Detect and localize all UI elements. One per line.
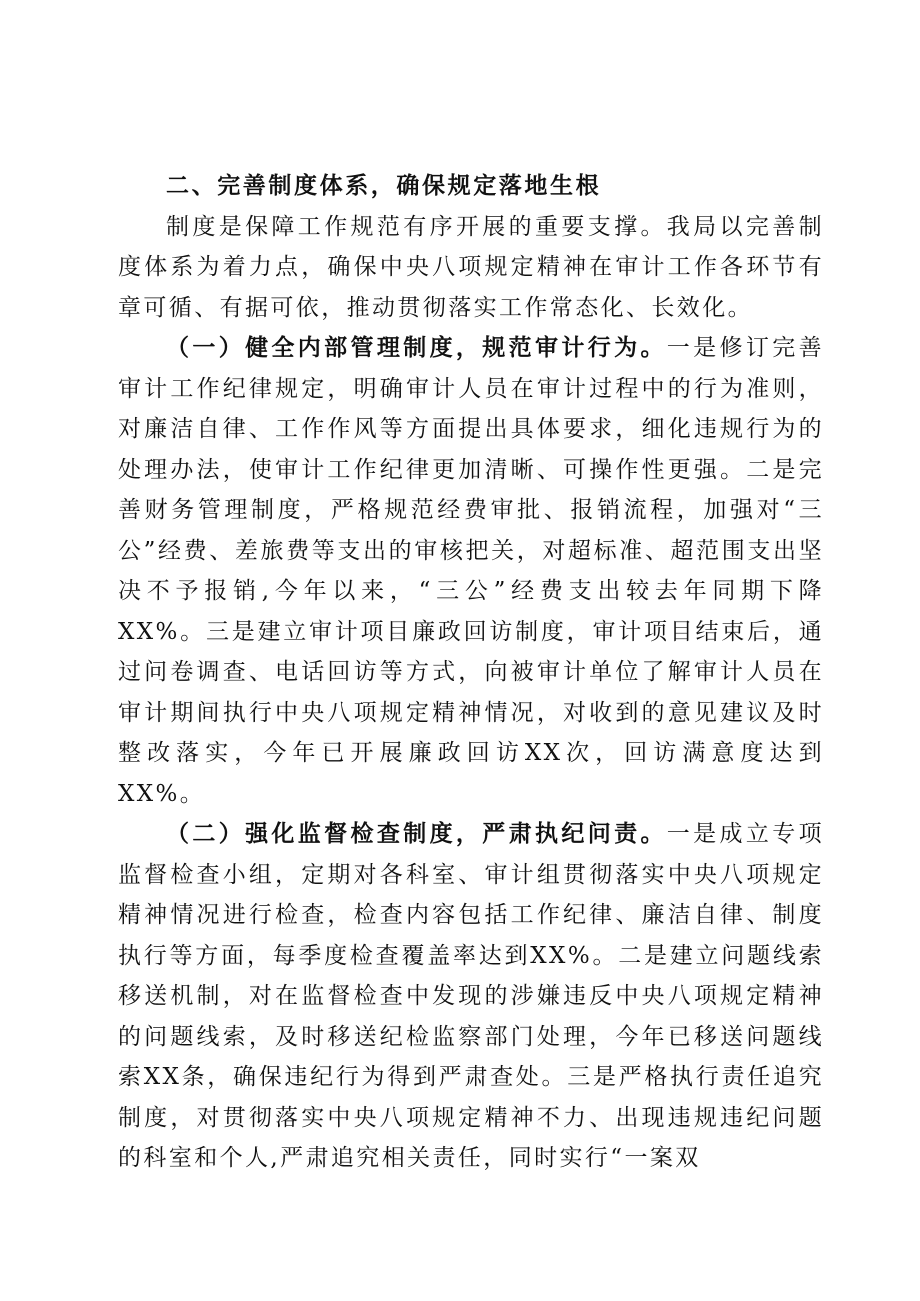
subsection-body-1: 一是修订完善审计工作纪律规定，明确审计人员在审计过程中的行为准则，对廉洁自律、工作作风等方面提出具体要求，细化违规行为的处理办法，使审计工作纪律更加清晰、可操作性更强。二是完善财务管理制度，严格规范经费审批、报销流程，加强对“三公”经费、差旅费等支出的审核把关，对超标准、超范围支出坚决不予报销,今年以来，“三公”经费支出较去年同期下降XX%。三是建立审计项目廉政回访制度，审计项目结束后，通过问卷调查、电话回访等方式，向被审计单位了解审计人员在审计期间执行中央八项规定精神情况，对收到的意见建议及时整改落实，今年已开展廉政回访XX次，回访满意度达到XX%。 [118,335,824,807]
subsection-body-2: 一是成立专项监督检查小组，定期对各科室、审计组贯彻落实中央八项规定精神情况进行检查，检查内容包括工作纪律、廉洁自律、制度执行等方面，每季度检查覆盖率达到XX%。二是建立问题线索移送机制，对在监督检查中发现的涉嫌违反中央八项规定精神的问题线索，及时移送纪检监察部门处理，今年已移送问题线索XX条，确保违纪行为得到严肃查处。三是严格执行责任追究制度，对贯彻落实中央八项规定精神不力、出现违规违纪问题的科室和个人,严肃追究相关责任，同时实行“一案双 [118,821,824,1171]
subsection-title-1: （一）健全内部管理制度，规范审计行为。 [166,335,667,361]
document-body [118,166,824,1179]
section-intro-paragraph: 制度是保障工作规范有序开展的重要支撑。我局以完善制度体系为着力点，确保中央八项规定精神在审计工作各环节有章可循、有据可依，推动贯彻落实工作常态化、长效化。 [118,213,824,321]
section-heading: 二、完善制度体系，确保规定落地生根 [166,173,602,199]
subsection-paragraph-1 [118,328,824,814]
subsection-title-2: （二）强化监督检查制度，严肃执纪问责。 [166,821,667,847]
subsection-paragraph-2 [118,814,824,1179]
